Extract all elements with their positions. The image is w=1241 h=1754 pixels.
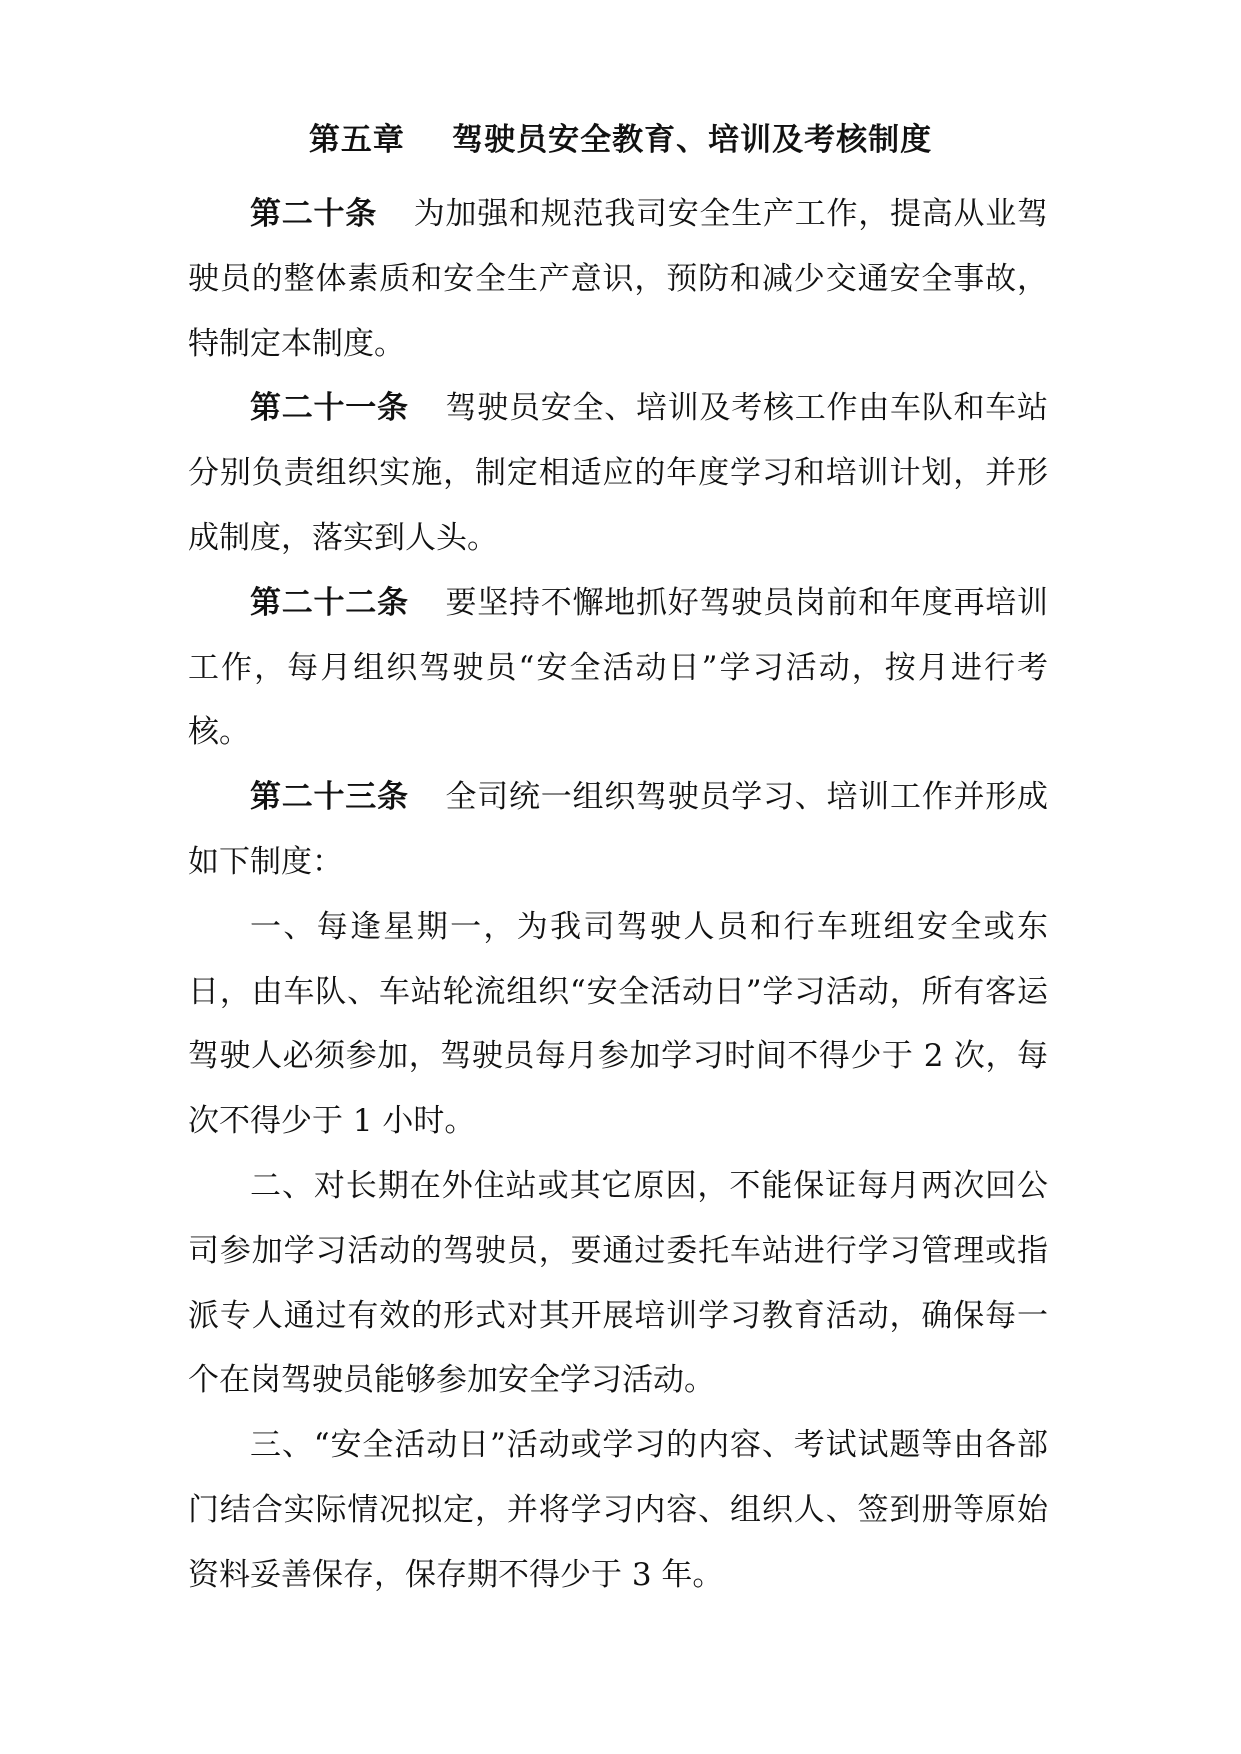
article-22-paragraph (188, 571, 1048, 765)
rule-text: 一、每逢星期一，为我司驾驶人员和行车班组安全或东日，由车队、车站轮流组织“安全活动日”学习活动，所有客运驾驶人必须参加，驾驶员每月参加学习时间不得少于 2 次，每次不得少于 1 小时。 (188, 908, 1048, 1140)
article-number: 第二十三条 (250, 779, 409, 816)
article-number: 第二十一条 (250, 390, 409, 427)
article-number: 第二十条 (250, 196, 377, 232)
rule-item-3 (188, 1413, 1048, 1607)
article-number: 第二十二条 (250, 584, 409, 621)
article-23-paragraph (188, 765, 1048, 895)
article-text: 驾驶员安全、培训及考核工作由车队和车站分别负责组织实施，制定相适应的年度学习和培训计划，并形成制度，落实到人头。 (188, 390, 1048, 556)
article-text: 为加强和规范我司安全生产工作，提高从业驾驶员的整体素质和安全生产意识，预防和减少交通安全事故，特制定本制度。 (188, 196, 1048, 362)
rule-text: 二、对长期在外住站或其它原因，不能保证每月两次回公司参加学习活动的驾驶员，要通过委托车站进行学习管理或指派专人通过有效的形式对其开展培训学习教育活动，确保每一个在岗驾驶员能够参加安全学习活动。 (188, 1167, 1048, 1399)
rule-text: 三、“安全活动日”活动或学习的内容、考试试题等由各部门结合实际情况拟定，并将学习内容、组织人、签到册等原始资料妥善保存，保存期不得少于 3 年。 (188, 1427, 1048, 1593)
rule-item-1 (188, 895, 1048, 1154)
article-21-paragraph (188, 376, 1048, 570)
article-text: 全司统一组织驾驶员学习、培训工作并形成如下制度： (188, 779, 1048, 880)
article-text: 要坚持不懈地抓好驾驶员岗前和年度再培训工作，每月组织驾驶员“安全活动日”学习活动，按月进行考核。 (188, 584, 1048, 751)
chapter-title: 第五章 驾驶员安全教育、培训及考核制度 (308, 122, 933, 158)
rule-item-2 (188, 1154, 1048, 1413)
article-20-paragraph (188, 182, 1048, 376)
document-body (188, 182, 1048, 1608)
